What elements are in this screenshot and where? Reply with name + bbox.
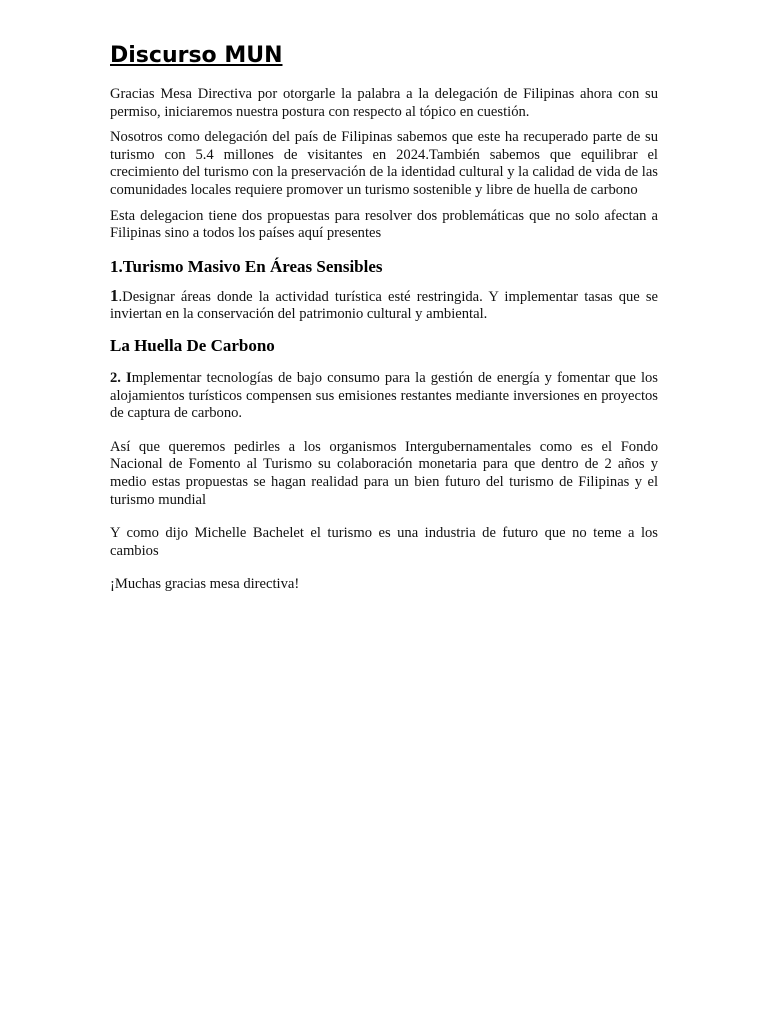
section1-heading: 1.Turismo Masivo En Áreas Sensibles [110,256,383,276]
section2-heading: La Huella De Carbono [110,335,275,355]
proposals-intro-paragraph: Esta delegacion tiene dos propuestas para resolver dos problemáticas que no solo afectan a Filipinas sino a todos los países aquí presentes [110,207,658,242]
context-paragraph: Nosotros como delegación del país de Filipinas sabemos que este ha recuperado parte de su turismo con 5.4 millones de visitantes en 2024.También sabemos que equilibrar el crecimiento del turismo con la preservación de la identidad cultural y la calidad de vida de las comunidades locales requiere promover un turismo sostenible y libre de huella de carbono [110,129,658,198]
section1-paragraph [110,287,658,324]
section2-lead: 2. I [110,369,132,386]
intro-paragraph: Gracias Mesa Directiva por otorgarle la palabra a la delegación de Filipinas ahora con su permiso, iniciaremos nuestra postura con respecto al tópico en cuestión. [110,86,658,120]
request-paragraph: Así que queremos pedirles a los organismos Intergubernamentales como es el Fondo Nacional de Fomento al Turismo su colaboración monetaria para que dentro de 2 años y medio estas propuestas se hagan realidad para un bien futuro del turismo de Filipinas y el turismo mundial [110,438,658,508]
quote-paragraph: Y como dijo Michelle Bachelet el turismo es una industria de futuro que no teme a los cambios [110,525,658,559]
closing-paragraph: ¡Muchas gracias mesa directiva! [110,576,300,593]
section1-text: .Designar áreas donde la actividad turística esté restringida. Y implementar tasas que se inviertan en la conservación del patrimonio cultural y ambiental. [110,288,658,323]
section2-paragraph [110,370,658,423]
document-title: Discurso MUN [110,43,283,68]
section1-number: 1 [110,285,119,305]
section2-text: mplementar tecnologías de bajo consumo para la gestión de energía y fomentar que los alojamientos turísticos compensen sus emisiones restantes mediante inversiones en proyectos de captura de carbono. [110,369,658,422]
